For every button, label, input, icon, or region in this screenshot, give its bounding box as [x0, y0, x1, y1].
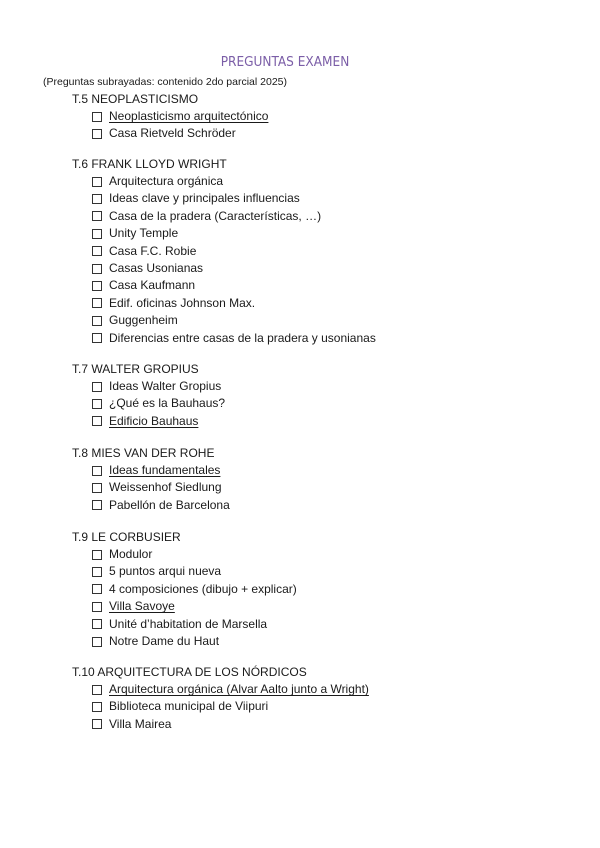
checklist-item [92, 581, 297, 598]
checklist-item-label: Diferencias entre casas de la pradera y usonianas [109, 330, 376, 345]
checkbox[interactable] [92, 567, 102, 577]
checklist-item-label: Casa F.C. Robie [109, 243, 197, 258]
checklist-item [92, 312, 376, 329]
checklist-item-label: Neoplasticismo arquitectónico [109, 109, 269, 123]
checklist-item-label: Pabellón de Barcelona [109, 497, 230, 512]
checkbox[interactable] [92, 416, 102, 426]
checklist-item [92, 225, 376, 242]
checkbox[interactable] [92, 211, 102, 221]
checklist-item-label: ¿Qué es la Bauhaus? [109, 396, 226, 411]
section-title: T.6 FRANK LLOYD WRIGHT [72, 157, 227, 171]
section [72, 361, 225, 430]
checklist-item-label: Arquitectura orgánica [109, 174, 224, 188]
checklist [72, 462, 230, 514]
section [72, 91, 268, 143]
checklist-item-label: 5 puntos arqui nueva [109, 564, 222, 579]
checklist [72, 378, 225, 430]
checklist-item-label: Villa Mairea [109, 716, 172, 731]
checklist [72, 173, 376, 347]
checklist-item-label: Ideas fundamentales [109, 463, 221, 477]
checklist-item-label: Ideas clave y principales influencias [109, 191, 300, 206]
section-title: T.7 WALTER GROPIUS [72, 362, 199, 376]
checklist [72, 546, 297, 650]
checklist-item [92, 716, 369, 733]
checklist-item-label: Casas Usonianas [109, 260, 204, 275]
section [72, 529, 297, 650]
checklist-item [92, 260, 376, 277]
checklist-item [92, 698, 369, 715]
checkbox[interactable] [92, 584, 102, 594]
checklist-item [92, 546, 297, 563]
checklist-item-label: Ideas Walter Gropius [109, 379, 222, 393]
checkbox[interactable] [92, 685, 102, 695]
section-title: T.10 ARQUITECTURA DE LOS NÓRDICOS [72, 665, 307, 679]
checkbox[interactable] [92, 702, 102, 712]
section [72, 156, 376, 347]
checklist-item [92, 681, 369, 698]
checklist-item-label: Unité d’habitation de Marsella [109, 616, 268, 631]
checkbox[interactable] [92, 602, 102, 612]
checklist-item [92, 125, 268, 142]
checklist-item [92, 563, 297, 580]
checkbox[interactable] [92, 129, 102, 139]
checkbox[interactable] [92, 333, 102, 343]
checklist-item-label: Casa Kaufmann [109, 278, 196, 293]
checkbox[interactable] [92, 619, 102, 629]
checklist-item [92, 330, 376, 347]
checkbox[interactable] [92, 637, 102, 647]
checklist-item [92, 479, 230, 496]
checklist-item-label: Guggenheim [109, 313, 178, 328]
checklist-item-label: Biblioteca municipal de Viipuri [109, 699, 269, 714]
checkbox[interactable] [92, 194, 102, 204]
checklist-item [92, 497, 230, 514]
checklist-item-label: Notre Dame du Haut [109, 633, 220, 648]
checklist-item [92, 108, 268, 125]
checklist-item-label: Villa Savoye [109, 599, 175, 614]
section-title: T.9 LE CORBUSIER [72, 530, 181, 544]
checklist-item-label: Arquitectura orgánica (Alvar Aalto junto a Wright) [109, 682, 369, 696]
checkbox[interactable] [92, 264, 102, 274]
checklist-item [92, 413, 225, 430]
checklist-item-label: Edif. oficinas Johnson Max. [109, 295, 256, 310]
checklist-item [92, 190, 376, 207]
checklist-item [92, 462, 230, 479]
checkbox[interactable] [92, 246, 102, 256]
checkbox[interactable] [92, 500, 102, 510]
checklist-item [92, 378, 225, 395]
checklist-item-label: 4 composiciones (dibujo + explicar) [109, 581, 297, 596]
checkbox[interactable] [92, 382, 102, 392]
checklist-item-label: Modulor [109, 547, 153, 561]
checklist-item [92, 243, 376, 260]
checkbox[interactable] [92, 483, 102, 493]
checkbox[interactable] [92, 177, 102, 187]
checkbox[interactable] [92, 550, 102, 560]
checkbox[interactable] [92, 112, 102, 122]
checklist-item [92, 633, 297, 650]
checklist-item-label: Weissenhof Siedlung [109, 480, 222, 495]
checklist-item [92, 208, 376, 225]
checklist-item [92, 277, 376, 294]
checklist-item [92, 598, 297, 615]
checkbox[interactable] [92, 298, 102, 308]
checkbox[interactable] [92, 229, 102, 239]
checkbox[interactable] [92, 316, 102, 326]
checklist-item-label: Edificio Bauhaus [109, 413, 199, 428]
section [72, 445, 230, 514]
section-title: T.5 NEOPLASTICISMO [72, 92, 199, 106]
checklist [72, 681, 369, 733]
checkbox[interactable] [92, 399, 102, 409]
checklist-item-label: Unity Temple [109, 226, 179, 241]
checklist-item-label: Casa de la pradera (Características, …) [109, 208, 322, 223]
checkbox[interactable] [92, 466, 102, 476]
checklist [72, 108, 268, 143]
section [72, 664, 369, 733]
checklist-item [92, 395, 225, 412]
checklist-item [92, 295, 376, 312]
checklist-item-label: Casa Rietveld Schröder [109, 126, 236, 141]
page-subtitle: (Preguntas subrayadas: contenido 2do parcial 2025) [43, 76, 287, 88]
checklist-item [92, 173, 376, 190]
section-title: T.8 MIES VAN DER ROHE [72, 446, 215, 460]
checkbox[interactable] [92, 719, 102, 729]
checkbox[interactable] [92, 281, 102, 291]
checklist-item [92, 616, 297, 633]
page-title: PREGUNTAS EXAMEN [220, 54, 350, 70]
